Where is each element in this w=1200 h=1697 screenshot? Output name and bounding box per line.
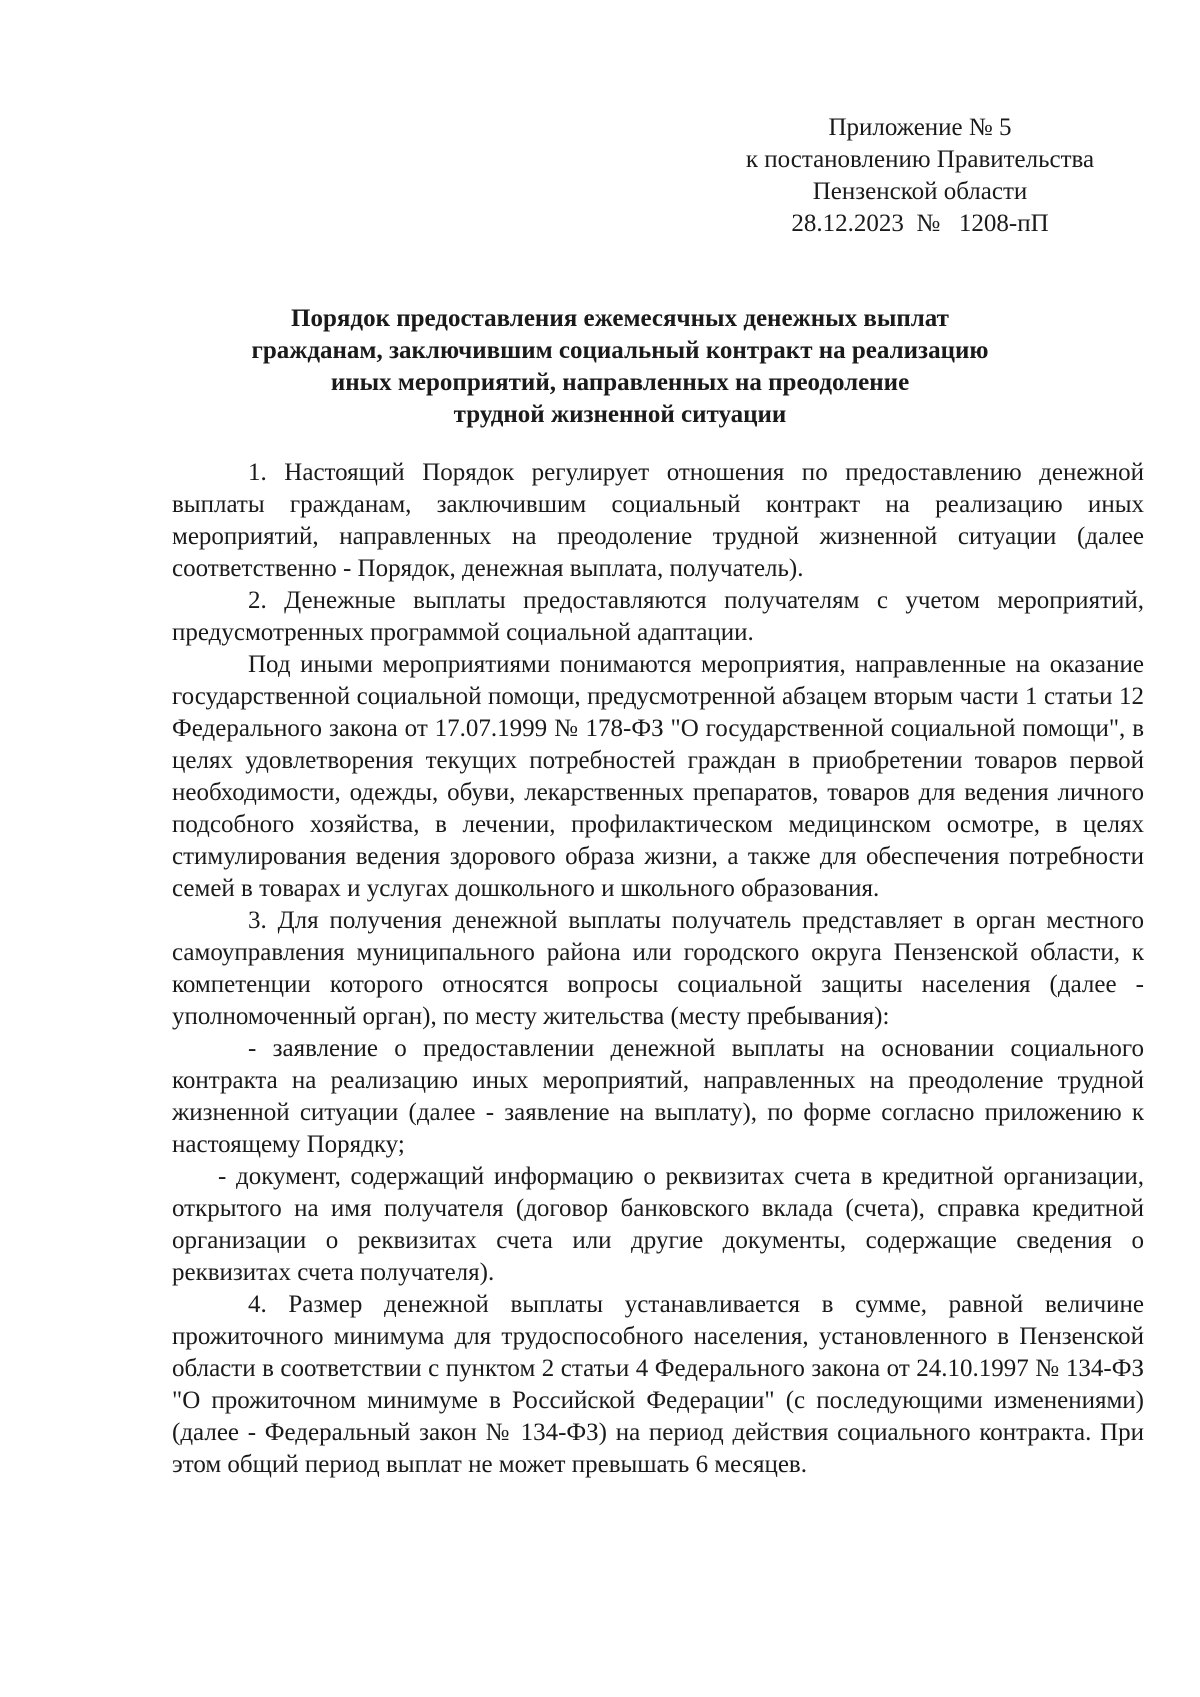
attachment-number: Приложение № 5 xyxy=(828,114,1012,141)
list-item-application: - заявление о предоставлении денежной выплаты на основании социального контракта на реализацию иных мероприятий, направленных на преодоление трудной жизненной ситуации (далее - заявление на выплату), по форме согласно приложению к настоящему Порядку; xyxy=(172,1035,1144,1158)
paragraph-4: 4. Размер денежной выплаты устанавливается в сумме, равной величине прожиточного минимума для трудоспособного населения, установленного в Пензенской области в соответствии с пунктом 2 статьи 4 Федерального закона от 24.10.1997 № 134-ФЗ "О прожиточном минимуме в Российской Федерации" (с последующими изменениями) (далее - Федеральный закон № 134-ФЗ) на период действия социального контракта. При этом общий период выплат не может превышать 6 месяцев. xyxy=(172,1291,1144,1478)
title-line: Порядок предоставления ежемесячных денежных выплат xyxy=(291,305,949,332)
title-line: иных мероприятий, направленных на преодоление xyxy=(330,369,910,396)
title-line: гражданам, заключившим социальный контракт на реализацию xyxy=(251,337,989,364)
paragraph-1: 1. Настоящий Порядок регулирует отношения по предоставлению денежной выплаты гражданам, заключившим социальный контракт на реализацию иных мероприятий, направленных на преодоление трудной жизненной ситуации (далее соответственно - Порядок, денежная выплата, получатель). xyxy=(172,459,1144,582)
document-title xyxy=(180,303,1060,431)
attachment-region: Пензенской области xyxy=(812,178,1028,205)
list-item-bank-document: - документ, содержащий информацию о реквизитах счета в кредитной организации, открытого на имя получателя (договор банковского вклада (счета), справка кредитной организации о реквизитах счета или другие документы, содержащие сведения о реквизитах счета получателя). xyxy=(172,1163,1144,1286)
attachment-header xyxy=(700,112,1140,240)
paragraph-2: 2. Денежные выплаты предоставляются получателям с учетом мероприятий, предусмотренных программой социальной адаптации. xyxy=(172,587,1144,646)
paragraph-other-measures: Под иными мероприятиями понимаются мероприятия, направленные на оказание государственной социальной помощи, предусмотренной абзацем вторым части 1 статьи 12 Федерального закона от 17.07.1999 № 178-ФЗ "О государственной социальной помощи", в целях удовлетворения текущих потребностей граждан в приобретении товаров первой необходимости, одежды, обуви, лекарственных препаратов, товаров для ведения личного подсобного хозяйства, в лечении, профилактическом медицинском осмотре, в целях стимулирования ведения здорового образа жизни, а также для обеспечения потребности семей в товарах и услугах дошкольного и школьного образования. xyxy=(172,651,1144,902)
title-line: трудной жизненной ситуации xyxy=(453,401,787,428)
attachment-date-number: 28.12.2023 № 1208-пП xyxy=(791,210,1049,237)
attachment-resolution: к постановлению Правительства xyxy=(745,146,1095,173)
document-body xyxy=(172,457,1144,1481)
paragraph-3: 3. Для получения денежной выплаты получатель представляет в орган местного самоуправления муниципального района или городского округа Пензенской области, к компетенции которого относятся вопросы социальной защиты населения (далее - уполномоченный орган), по месту жительства (месту пребывания): xyxy=(172,907,1144,1030)
